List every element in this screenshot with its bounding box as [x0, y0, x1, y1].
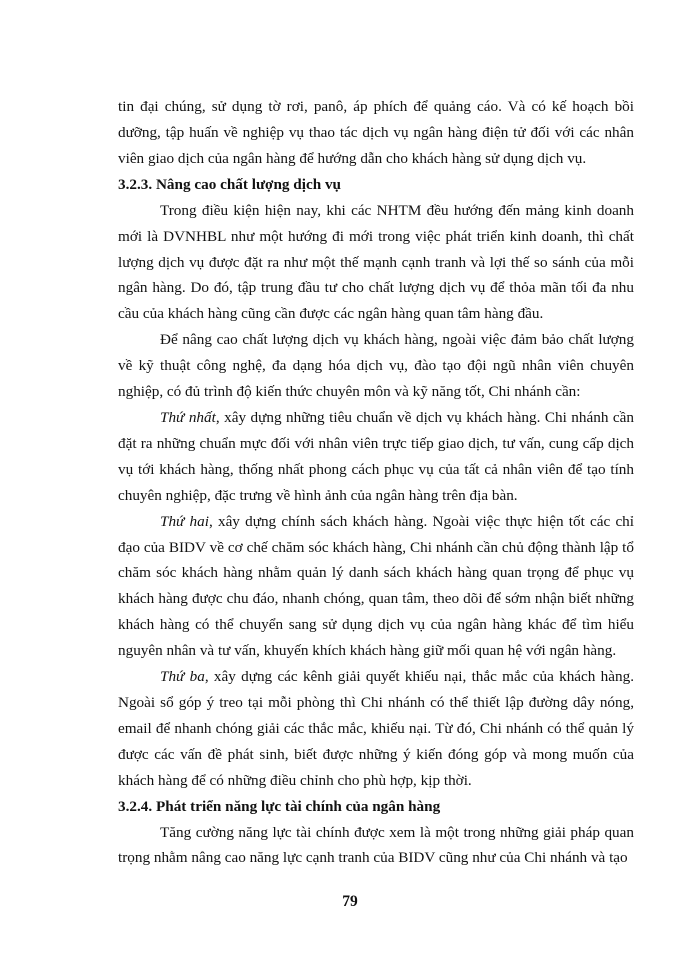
document-page: [118, 94, 634, 871]
section-heading-3-2-3: 3.2.3. Nâng cao chất lượng dịch vụ: [118, 175, 341, 193]
paragraph-continuation: tin đại chúng, sử dụng tờ rơi, panô, áp phích để quảng cáo. Và có kế hoạch bồi dưỡng, tập huấn về nghiệp vụ thao tác dịch vụ ngân hàng điện tử đối với các nhân viên giao dịch của ngân hàng để hướng dẫn cho khách hàng sử dụng dịch vụ.: [118, 98, 634, 167]
page-number: 79: [342, 893, 358, 910]
third-point-text: , xây dựng các kênh giải quyết khiếu nại, thắc mắc của khách hàng. Ngoài sổ góp ý treo tại mỗi phòng thì Chi nhánh có thể thiết lập đường dây nóng, email để nhanh chóng giải các thắc mắc, khiếu nại. Từ đó, Chi nhánh có thể quản lý được các vấn đề phát sinh, biết được những ý kiến đóng góp và mong muốn của khách hàng để có những điều chỉnh cho phù hợp, kịp thời.: [118, 668, 634, 789]
paragraph-service-quality-requirements: Để nâng cao chất lượng dịch vụ khách hàng, ngoài việc đảm bảo chất lượng về kỹ thuật công nghệ, đa dạng hóa dịch vụ, đào tạo đội ngũ nhân viên chuyên nghiệp, có đủ trình độ kiến thức chuyên môn và kỹ năng tốt, Chi nhánh cần:: [118, 331, 634, 401]
third-point-lead: Thứ ba: [160, 668, 205, 686]
section-heading-3-2-4: 3.2.4. Phát triển năng lực tài chính của ngân hàng: [118, 797, 441, 815]
first-point-text: , xây dựng những tiêu chuẩn về dịch vụ khách hàng. Chi nhánh cần đặt ra những chuẩn mực đối với nhân viên trực tiếp giao dịch, tư vấn, cung cấp dịch vụ tới khách hàng, thống nhất phong cách phục vụ của tất cả nhân viên để tạo tính chuyên nghiệp, đặc trưng về hình ảnh của ngân hàng trên địa bàn.: [118, 408, 634, 504]
paragraph-second-point: [118, 509, 634, 664]
second-point-lead: Thứ hai: [160, 512, 209, 530]
paragraph-third-point: [118, 664, 634, 794]
paragraph-service-quality-intro: Trong điều kiện hiện nay, khi các NHTM đều hướng đến mảng kinh doanh mới là DVNHBL như một hướng đi mới trong việc phát triển kinh doanh, thì chất lượng dịch vụ được đặt ra như một thế mạnh cạnh tranh và lợi thế so sánh của mỗi ngân hàng. Do đó, tập trung đầu tư cho chất lượng dịch vụ để thỏa mãn tối đa nhu cầu của khách hàng cũng cần được các ngân hàng quan tâm hàng đầu.: [118, 201, 634, 323]
first-point-lead: Thứ nhất: [160, 408, 216, 426]
paragraph-financial-capacity: Tăng cường năng lực tài chính được xem là một trong những giải pháp quan trọng nhằm nâng cao năng lực cạnh tranh của BIDV cũng như của Chi nhánh và tạo: [118, 823, 634, 867]
paragraph-first-point: [118, 405, 634, 509]
second-point-text: , xây dựng chính sách khách hàng. Ngoài việc thực hiện tốt các chỉ đạo của BIDV về cơ chế chăm sóc khách hàng, Chi nhánh cần chủ động thành lập tổ chăm sóc khách hàng nhằm quản lý danh sách khách hàng quan trọng để phục vụ khách hàng được chu đáo, nhanh chóng, quan tâm, theo dõi để sớm nhận biết những khách hàng có thể chuyển sang sử dụng dịch vụ của ngân hàng khác để tìm hiểu nguyên nhân và tư vấn, khuyến khích khách hàng giữ mối quan hệ với ngân hàng.: [118, 512, 634, 660]
